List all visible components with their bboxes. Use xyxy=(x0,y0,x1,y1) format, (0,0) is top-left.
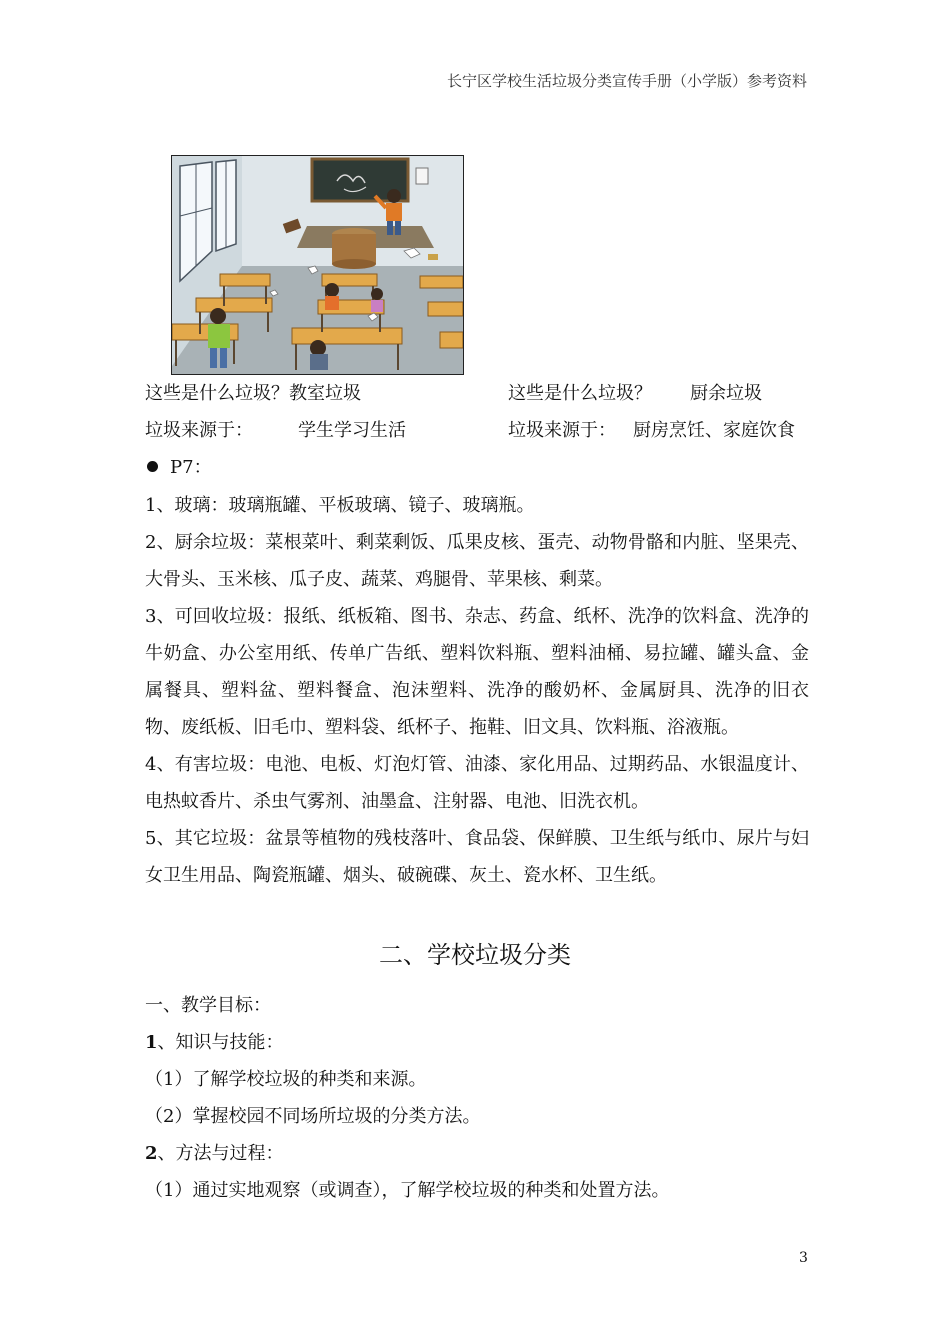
bullet-label: P7： xyxy=(170,457,212,478)
caption-left-source-label: 垃圾来源于： xyxy=(145,420,253,441)
caption-right-source-value: 厨房烹饪、家庭饮食 xyxy=(633,420,795,441)
caption-right-source-label: 垃圾来源于： xyxy=(508,420,616,441)
running-header: 长宁区学校生活垃圾分类宣传手册（小学版）参考资料 xyxy=(446,72,807,90)
list-item: 3、可回收垃圾：报纸、纸板箱、图书、杂志、药盒、纸杯、洗净的饮料盒、洗净的牛奶盒、办公室用纸、传单广告纸、塑料饮料瓶、塑料油桶、易拉罐、罐头盒、金属餐具、塑料盆、塑料餐盒、泡沫塑料、洗净的酸奶杯、金属厨具、洗净的旧衣物、废纸板、旧毛巾、塑料袋、纸杯子、拖鞋、旧文具、饮料瓶、浴液瓶。 xyxy=(145,606,809,738)
caption-left-source-value: 学生学习生活 xyxy=(298,420,406,441)
knowledge-label: 、知识与技能： xyxy=(157,1032,284,1053)
list-item: 1、玻璃：玻璃瓶罐、平板玻璃、镜子、玻璃瓶。 xyxy=(145,495,535,516)
list-item: 2、厨余垃圾：菜根菜叶、剩菜剩饭、瓜果皮核、蛋壳、动物骨骼和内脏、坚果壳、大骨头、玉米核、瓜子皮、蔬菜、鸡腿骨、苹果核、剩菜。 xyxy=(145,532,809,590)
objectives-block xyxy=(145,987,809,1209)
section-title: 二、学校垃圾分类 xyxy=(379,941,571,969)
classroom-litter-illustration xyxy=(171,155,464,375)
knowledge-heading xyxy=(145,1024,809,1061)
page-number: 3 xyxy=(799,1250,808,1266)
method-heading xyxy=(145,1135,809,1172)
method-label: 、方法与过程： xyxy=(157,1143,284,1164)
caption-left-question: 这些是什么垃圾？教室垃圾 xyxy=(145,383,361,404)
list-item: （1）通过实地观察（或调查），了解学校垃圾的种类和处置方法。 xyxy=(145,1180,670,1201)
list-item: 5、其它垃圾：盆景等植物的残枝落叶、食品袋、保鲜膜、卫生纸与纸巾、尿片与妇女卫生用品、陶瓷瓶罐、烟头、破碗碟、灰土、瓷水杯、卫生纸。 xyxy=(145,828,809,886)
list-item: 4、有害垃圾：电池、电板、灯泡灯管、油漆、家化用品、过期药品、水银温度计、电热蚊香片、杀虫气雾剂、油墨盒、注射器、电池、旧洗衣机。 xyxy=(145,754,809,812)
category-list xyxy=(145,487,809,894)
list-item: （2）掌握校园不同场所垃圾的分类方法。 xyxy=(145,1106,481,1127)
bullet-dot-icon xyxy=(147,461,158,472)
method-number: 2 xyxy=(145,1143,158,1164)
caption-right-question: 这些是什么垃圾？ xyxy=(508,383,652,404)
objectives-heading: 一、教学目标： xyxy=(145,995,271,1016)
caption-right-answer: 厨余垃圾 xyxy=(690,383,762,404)
knowledge-number: 1 xyxy=(145,1032,158,1053)
bullet-item xyxy=(147,450,212,486)
list-item: （1）了解学校垃圾的种类和来源。 xyxy=(145,1069,427,1090)
